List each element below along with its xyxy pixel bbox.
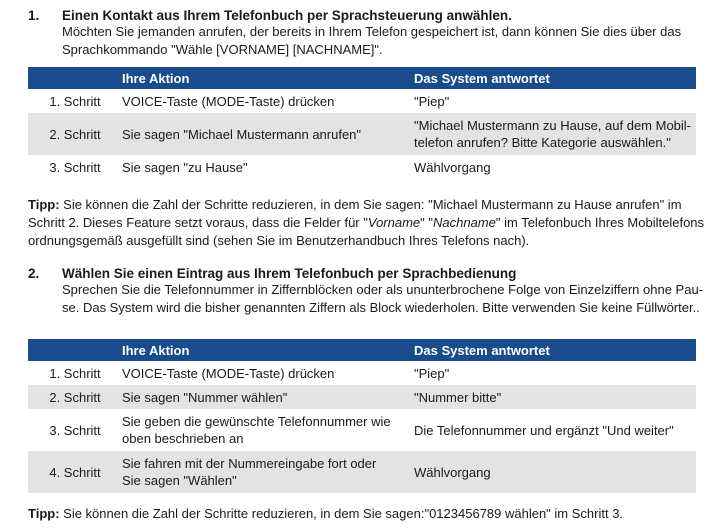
tip-text: Sie können die Zahl der Schritte reduzieren, in dem Sie sagen: "Michael Mustermann zu Hause anrufen" im bbox=[59, 197, 682, 212]
tip-text: Schritt 2. Dieses Feature setzt voraus, dass die Felder für " bbox=[28, 215, 368, 230]
step-label: 2. Schritt bbox=[28, 113, 122, 155]
step-label: 1. Schritt bbox=[49, 93, 101, 109]
header-step bbox=[28, 339, 122, 361]
action-cell: VOICE-Taste (MODE-Taste) drücken bbox=[122, 93, 335, 109]
action-cell bbox=[122, 409, 414, 451]
response-cell: Die Telefonnummer und ergänzt "Und weiter" bbox=[414, 422, 674, 438]
tip-line bbox=[28, 214, 708, 232]
action-line: Sie geben die gewünschte Telefonnummer wie bbox=[122, 414, 391, 429]
table-row bbox=[28, 385, 696, 409]
action-cell: VOICE-Taste (MODE-Taste) drücken bbox=[122, 365, 335, 381]
header-step bbox=[28, 67, 122, 89]
section-1-tip bbox=[28, 196, 708, 250]
response-cell: "Piep" bbox=[414, 365, 450, 381]
response-cell: "Piep" bbox=[414, 93, 450, 109]
section-1-title: Einen Kontakt aus Ihrem Telefonbuch per Sprachsteuerung anwählen. bbox=[62, 8, 512, 23]
table-header bbox=[28, 339, 696, 361]
table-row bbox=[28, 89, 696, 113]
tip-text: Sie können die Zahl der Schritte reduzieren, in dem Sie sagen:"0123456789 wählen" im Schritt 3. bbox=[59, 506, 624, 521]
table-row bbox=[28, 113, 696, 155]
section-1-intro-line1: Möchten Sie jemanden anrufen, der bereits in Ihrem Telefon gespeichert ist, dann können Sie dies über das bbox=[62, 24, 682, 39]
step-label: 1. Schritt bbox=[49, 365, 101, 381]
action-line: Sie fahren mit der Nummereingabe fort oder bbox=[122, 456, 377, 471]
action-line: Sie sagen "Wählen" bbox=[122, 473, 237, 488]
header-action: Ihre Aktion bbox=[122, 67, 414, 89]
step-label: 3. Schritt bbox=[49, 422, 101, 438]
table-row bbox=[28, 361, 696, 385]
response-cell: "Nummer bitte" bbox=[414, 385, 696, 409]
field-vorname: Vorname bbox=[367, 215, 421, 230]
tip-line: ordnungsgemäß ausgefüllt sind (sehen Sie im Benutzerhandbuch Ihres Telefons nach). bbox=[28, 233, 530, 248]
section-2-table bbox=[28, 339, 696, 493]
step-label: 4. Schritt bbox=[28, 451, 122, 493]
section-2-number: 2. bbox=[28, 266, 40, 281]
step-label: 2. Schritt bbox=[28, 385, 122, 409]
tip-text: " " bbox=[420, 215, 433, 230]
response-cell bbox=[414, 113, 696, 155]
response-line: "Michael Mustermann zu Hause, auf dem Mobil- bbox=[414, 118, 692, 133]
header-response: Das System antwortet bbox=[414, 339, 696, 361]
table-row bbox=[28, 409, 696, 451]
response-cell: Wählvorgang bbox=[414, 451, 696, 493]
section-1-intro bbox=[62, 23, 681, 59]
action-cell: Sie sagen "zu Hause" bbox=[122, 159, 248, 175]
tip-label: Tipp: bbox=[28, 197, 60, 212]
section-2-intro bbox=[62, 281, 703, 317]
response-cell: Wählvorgang bbox=[414, 159, 491, 175]
step-label: 3. Schritt bbox=[49, 159, 101, 175]
header-action: Ihre Aktion bbox=[122, 339, 414, 361]
header-response: Das System antwortet bbox=[414, 67, 696, 89]
action-line: oben beschrieben an bbox=[122, 431, 244, 446]
section-2-tip bbox=[28, 505, 708, 523]
table-row bbox=[28, 451, 696, 493]
action-cell: Sie sagen "Nummer wählen" bbox=[122, 385, 414, 409]
response-line: telefon anrufen? Bitte Kategorie auswählen." bbox=[414, 135, 671, 150]
section-1-number: 1. bbox=[28, 8, 40, 23]
field-nachname: Nachname bbox=[433, 215, 496, 230]
section-2-intro-line2: se. Das System wird die bisher genannten Ziffern als Block wiederholen. Bitte verwenden Sie keine Füllwörter.. bbox=[62, 300, 700, 315]
table-header bbox=[28, 67, 696, 89]
section-2-intro-line1: Sprechen Sie die Telefonnummer in Ziffernblöcken oder als ununterbrochene Folge von Einzelziffern ohne Pau- bbox=[62, 282, 704, 297]
tip-label: Tipp: bbox=[28, 506, 60, 521]
tip-text: " im Telefonbuch Ihres Mobiltelefons bbox=[495, 215, 705, 230]
action-cell bbox=[122, 451, 414, 493]
section-1-intro-line2: Sprachkommando "Wähle [VORNAME] [NACHNAME]". bbox=[62, 42, 383, 57]
section-2-title: Wählen Sie einen Eintrag aus Ihrem Telefonbuch per Sprachbedienung bbox=[62, 266, 517, 281]
tip-line bbox=[28, 196, 708, 214]
action-cell: Sie sagen "Michael Mustermann anrufen" bbox=[122, 113, 414, 155]
section-1-table bbox=[28, 67, 696, 179]
table-row bbox=[28, 155, 696, 179]
